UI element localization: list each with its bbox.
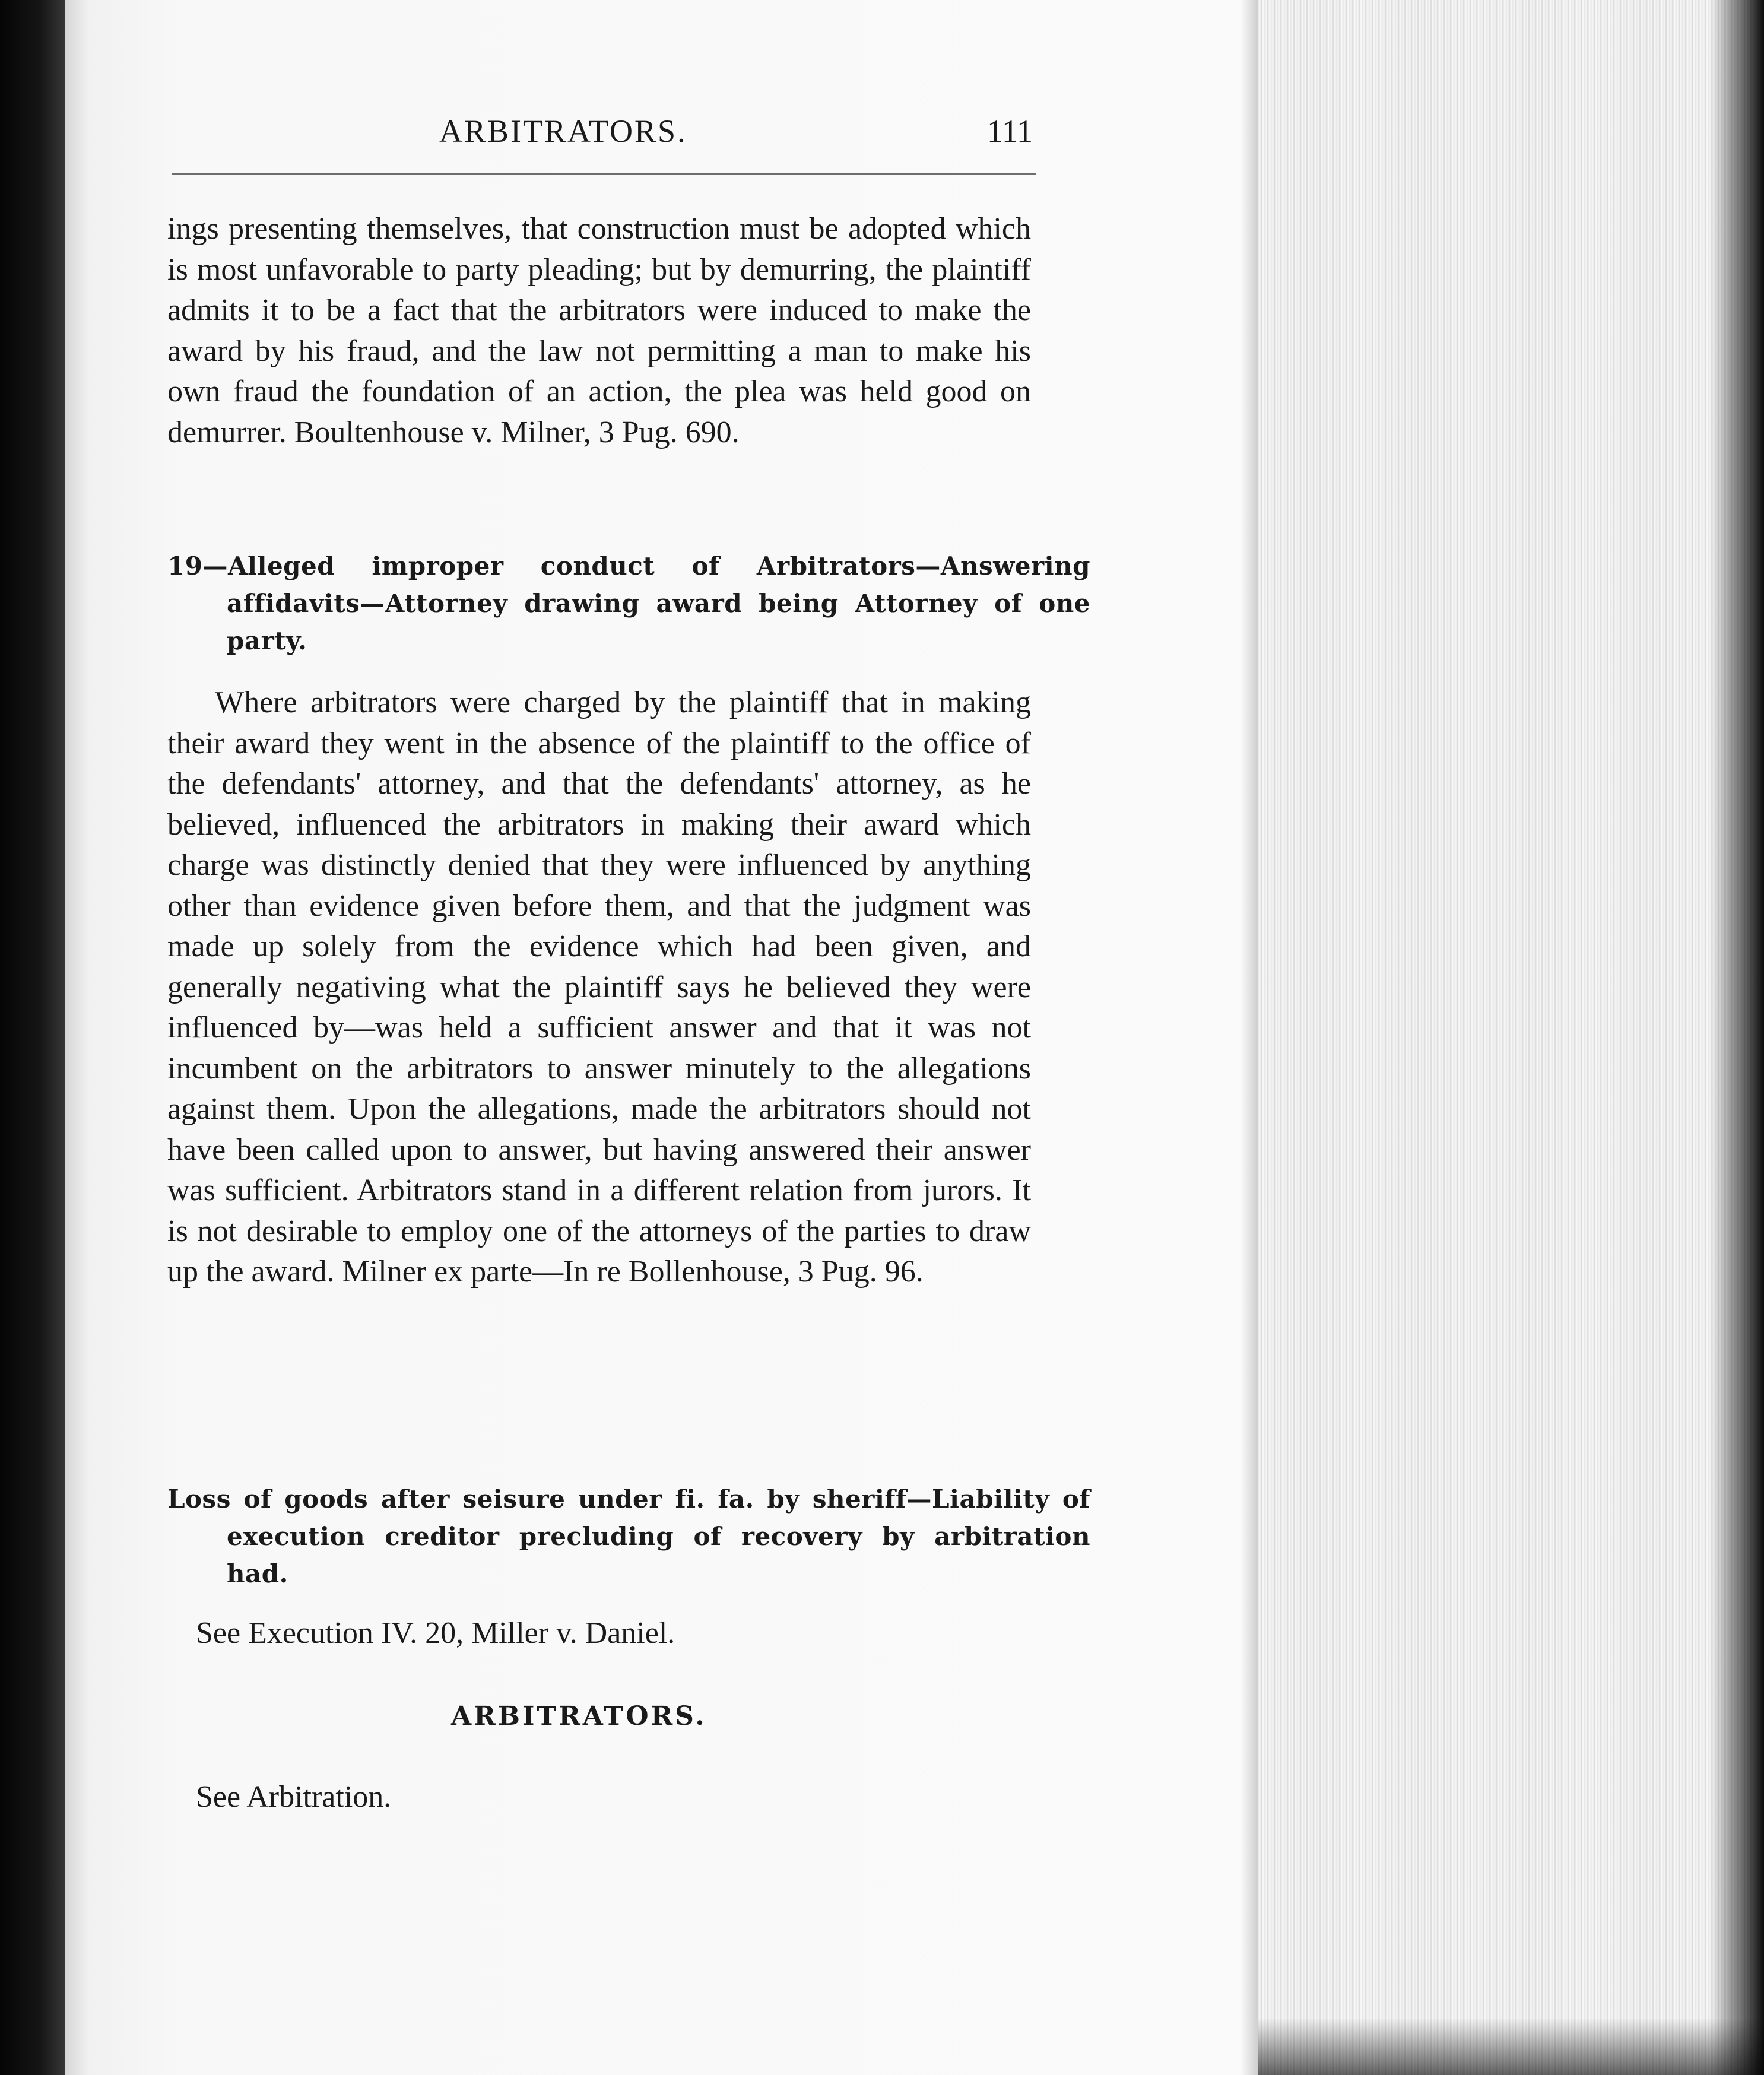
section-heading: ARBITRATORS. bbox=[451, 1701, 707, 1731]
cross-reference-execution: See Execution IV. 20, Miller v. Daniel. bbox=[196, 1616, 675, 1650]
page-edges-stack bbox=[1258, 0, 1764, 2075]
page-gutter-shadow bbox=[1240, 0, 1258, 2075]
case-heading-19: 19—Alleged improper conduct of Arbitrators—Answering affidavits—Attorney drawing award being Attorney of one party. bbox=[167, 551, 1090, 655]
page-number: 111 bbox=[987, 113, 1033, 149]
cross-reference-arbitration: See Arbitration. bbox=[196, 1780, 392, 1814]
page-edges-shadow bbox=[1258, 2018, 1764, 2075]
header-rule bbox=[172, 173, 1036, 175]
running-title: ARBITRATORS. bbox=[439, 113, 687, 149]
continuation-paragraph: ings presenting themselves, that construction must be adopted which is most unfavorable to party pleading; but by demurring, the plaintiff admits it to be a fact that the arbitrators were induced to make the award by his fraud, and the law not permitting a man to make his own fraud the foundation of an action, the plea was held good on demurrer. Boultenhouse v. Milner, 3 Pug. 690. bbox=[167, 212, 1031, 449]
case-heading-loss-of-goods: Loss of goods after seisure under fi. fa. by sheriff—Liability of execution creditor precluding of recovery by arbitration had. bbox=[167, 1484, 1090, 1588]
running-header bbox=[172, 113, 1039, 160]
case-paragraph-19: Where arbitrators were charged by the plaintiff that in making their award they went in the absence of the plaintiff to the office of the defendants' attorney, and that the defendants' attorney, as he believed, influenced the arbitrators in making their award which charge was distinctly denied that they were influenced by anything other than evidence given before them, and that the judgment was made up solely from the evidence which had been given, and generally negativing what the plaintiff says he believed they were influenced by—was held a sufficient answer and that it was not incumbent on the arbitrators to answer minutely to the allegations against them. Upon the allegations, made the arbitrators should not have been called upon to answer, but having answered their answer was sufficient. Arbitrators stand in a different relation from jurors. It is not desirable to employ one of the attorneys of the parties to draw up the award. Milner ex parte—In re Bollenhouse, 3 Pug. 96. bbox=[167, 686, 1031, 1289]
